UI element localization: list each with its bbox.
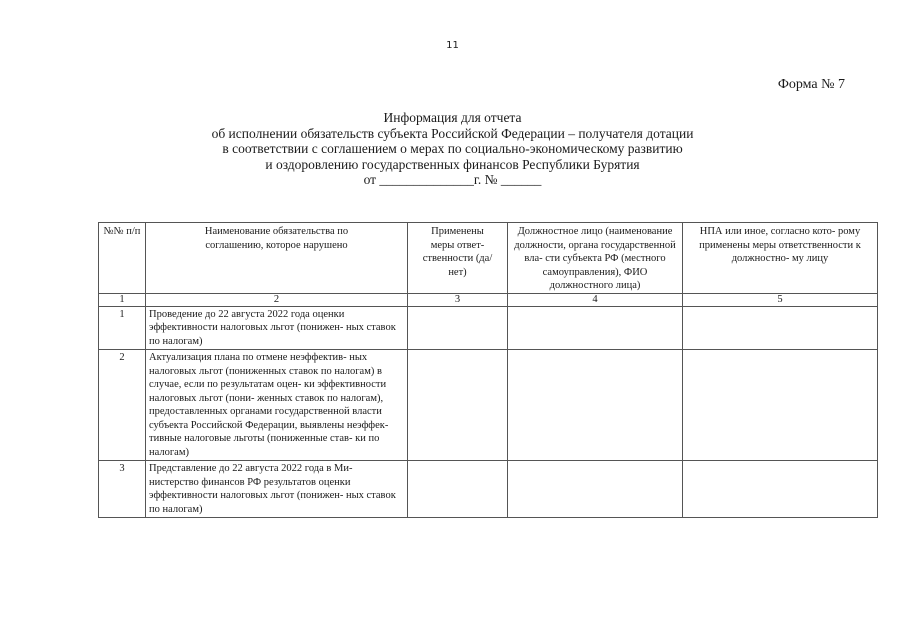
npa-cell <box>683 461 878 518</box>
official-cell <box>508 306 683 350</box>
table-header-row <box>99 223 878 294</box>
header-cell-obligation: Наименование обязательства по соглашению, которое нарушено <box>146 223 408 294</box>
obligations-table <box>98 222 878 518</box>
obligation-text: Актуализация плана по отмене неэффектив- ных налоговых льгот (пониженных ставок по налогам) в случае, если по результатам оцен- ки эффективности налоговых льгот (пони- женных ставок по налогам), предоставленных органами государственной власти субъекта Российской Федерации, выявлены неэффек- тивные налоговые льготы (пониженные став- ки по налогам) <box>146 350 408 461</box>
heading-line-4: и оздоровлению государственных финансов Республики Бурятия <box>265 156 640 172</box>
npa-cell <box>683 306 878 350</box>
page-number: 11 <box>446 40 459 51</box>
measures-cell <box>408 461 508 518</box>
heading-date-line: от ______________г. № ______ <box>363 172 542 187</box>
column-number: 2 <box>146 293 408 306</box>
measures-cell <box>408 306 508 350</box>
table-row <box>99 350 878 461</box>
header-cell-measures: Применены меры ответ- ственности (да/нет) <box>408 223 508 294</box>
npa-cell <box>683 350 878 461</box>
heading-line-3: в соответствии с соглашением о мерах по социально-экономическому развитию <box>222 141 683 156</box>
official-cell <box>508 461 683 518</box>
header-cell-npa: НПА или иное, согласно кото- рому применены меры ответственности к должностно- му лицу <box>683 223 878 294</box>
obligation-text: Проведение до 22 августа 2022 года оценки эффективности налоговых льгот (понижен- ных ставок по налогам) <box>146 306 408 350</box>
heading-line-2: об исполнении обязательств субъекта Российской Федерации – получателя дотации <box>211 125 694 141</box>
column-number: 1 <box>99 293 146 306</box>
form-label: Форма № 7 <box>777 77 845 92</box>
official-cell <box>508 350 683 461</box>
document-heading <box>0 110 905 188</box>
measures-cell <box>408 350 508 461</box>
row-number: 3 <box>99 461 146 518</box>
heading-line-1: Информация для отчета <box>383 110 522 125</box>
table-row <box>99 461 878 518</box>
row-number: 2 <box>99 350 146 461</box>
obligation-text: Представление до 22 августа 2022 года в Ми- нистерство финансов РФ результатов оценки эффективности налоговых льгот (понижен- ных ставок по налогам) <box>146 461 408 518</box>
column-number: 5 <box>683 293 878 306</box>
column-number-row <box>99 293 878 306</box>
column-number: 4 <box>508 293 683 306</box>
header-cell-number: №№ п/п <box>99 223 146 294</box>
row-number: 1 <box>99 306 146 350</box>
header-cell-official: Должностное лицо (наименование должности, органа государственной вла- сти субъекта РФ (местного самоуправления), ФИО должностного лица) <box>508 223 683 294</box>
column-number: 3 <box>408 293 508 306</box>
table-row <box>99 306 878 350</box>
